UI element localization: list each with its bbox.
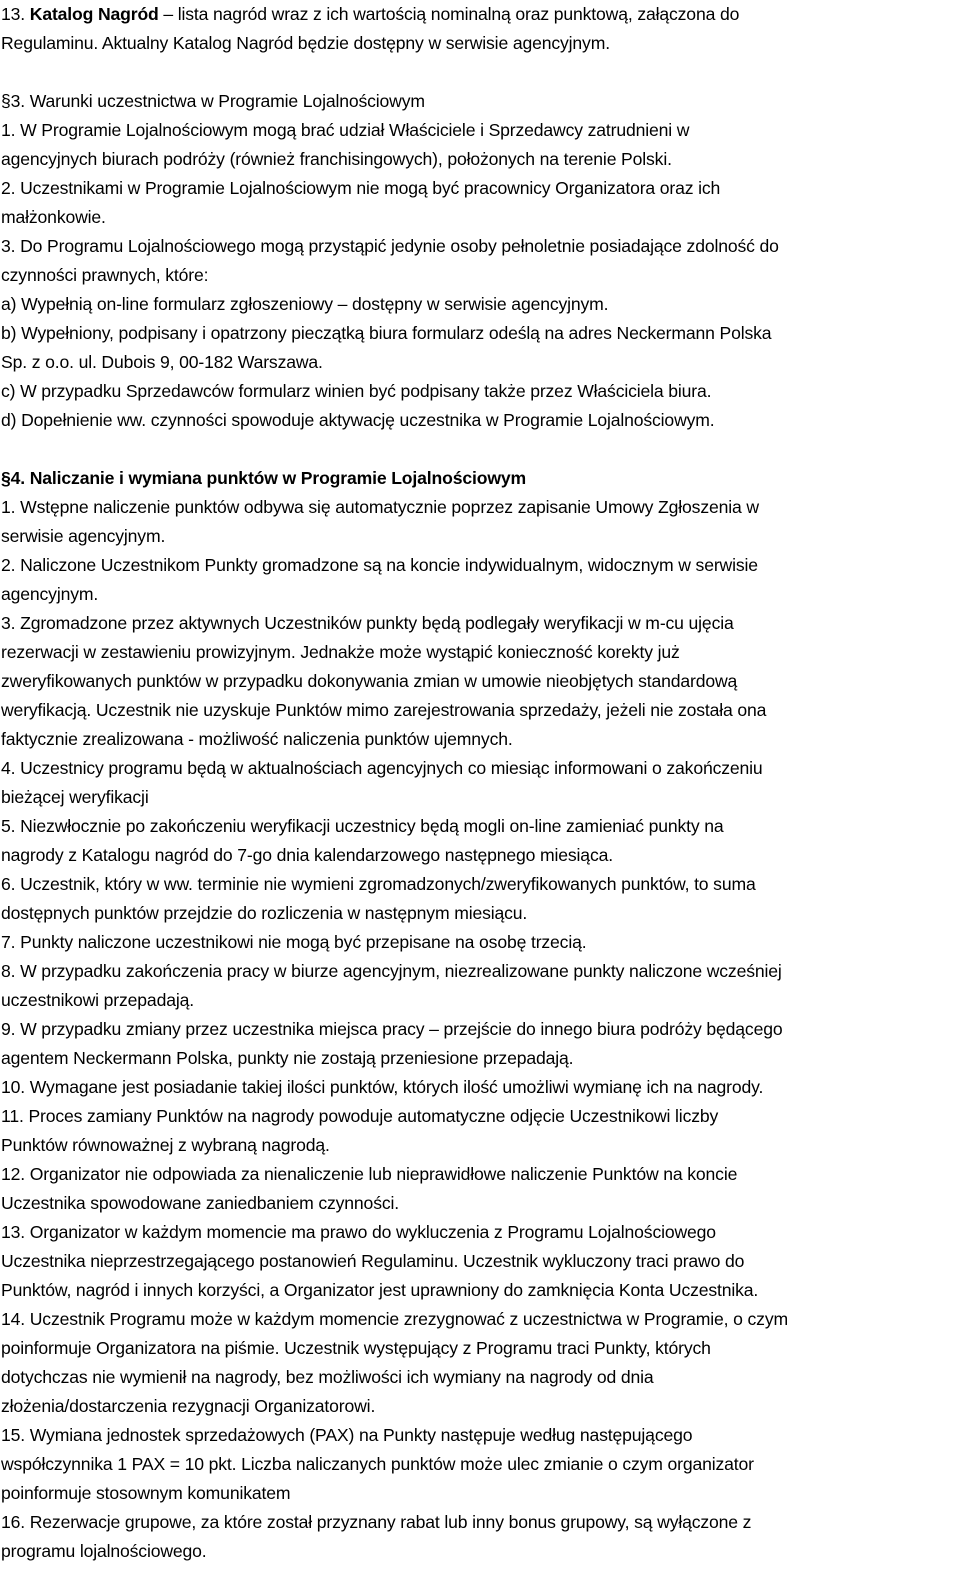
section-4-line: 12. Organizator nie odpowiada za nienaliczenie lub nieprawidłowe naliczenie Punktów na koncie [1,1164,738,1184]
section-4-line: 4. Uczestnicy programu będą w aktualnościach agencyjnych co miesiąc informowani o zakończeniu [1,758,763,778]
section-3-line: 2. Uczestnikami w Programie Lojalnościowym nie mogą być pracownicy Organizatora oraz ich [1,178,721,198]
section-3-heading: §3. Warunki uczestnictwa w Programie Lojalnościowym [1,91,425,111]
section-4-line: 8. W przypadku zakończenia pracy w biurze agencyjnym, niezrealizowane punkty naliczone wcześniej [1,961,782,981]
section-4-line: bieżącej weryfikacji [1,787,149,807]
item-13-text: – lista nagród wraz z ich wartością nominalną oraz punktową, załączona do [158,4,740,24]
section-4-line: poinformuje stosownym komunikatem [1,1483,291,1503]
section-4-line: dotychczas nie wymienił na nagrody, bez możliwości ich wymiany na nagrody od dnia [1,1367,654,1387]
section-4-line: 3. Zgromadzone przez aktywnych Uczestników punkty będą podlegały weryfikacji w m-cu ujęcia [1,613,734,633]
item-13-number: 13. [1,4,26,24]
section-4-line: dostępnych punktów przejdzie do rozliczenia w następnym miesiącu. [1,903,528,923]
section-3-line: małżonkowie. [1,207,106,227]
item-13-line-1 [1,0,960,29]
section-4-line: 6. Uczestnik, który w ww. terminie nie wymieni zgromadzonych/zweryfikowanych punktów, to suma [1,874,756,894]
section-4-line: agencyjnym. [1,584,99,604]
section-4-line: faktycznie zrealizowana - możliwość naliczenia punktów ujemnych. [1,729,513,749]
spacer [1,58,960,87]
section-4-line: 11. Proces zamiany Punktów na nagrody powoduje automatyczne odjęcie Uczestnikowi liczby [1,1106,719,1126]
section-4-line: programu lojalnościowego. [1,1541,207,1561]
section-3-line: 3. Do Programu Lojalnościowego mogą przystąpić jedynie osoby pełnoletnie posiadające zdolność do [1,236,779,256]
section-4-line: Uczestnika spowodowane zaniedbaniem czynności. [1,1193,399,1213]
section-4-line: 5. Niezwłocznie po zakończeniu weryfikacji uczestnicy będą mogli on-line zamieniać punkty na [1,816,724,836]
section-4-line: poinformuje Organizatora na piśmie. Uczestnik występujący z Programu traci Punkty, których [1,1338,711,1358]
section-4-line: rezerwacji w zestawieniu prowizyjnym. Jednakże może wystąpić konieczność korekty już [1,642,680,662]
section-3-line: Sp. z o.o. ul. Dubois 9, 00-182 Warszawa. [1,352,323,372]
section-3-line: a) Wypełnią on-line formularz zgłoszeniowy – dostępny w serwisie agencyjnym. [1,294,609,314]
section-4-line: złożenia/dostarczenia rezygnacji Organizatorowi. [1,1396,376,1416]
section-3-line: 1. W Programie Lojalnościowym mogą brać udział Właściciele i Sprzedawcy zatrudnieni w [1,120,690,140]
item-13-line-2: Regulaminu. Aktualny Katalog Nagród będzie dostępny w serwisie agencyjnym. [1,33,610,53]
section-4-line: Punktów równoważnej z wybraną nagrodą. [1,1135,330,1155]
section-3-line: czynności prawnych, które: [1,265,209,285]
section-4-line: zweryfikowanych punktów w przypadku dokonywania zmian w umowie nieobjętych standardową [1,671,738,691]
section-4-line: 14. Uczestnik Programu może w każdym momencie zrezygnować z uczestnictwa w Programie, o czym [1,1309,788,1329]
section-4-line: 10. Wymagane jest posiadanie takiej ilości punktów, których ilość umożliwi wymianę ich na nagrody. [1,1077,764,1097]
item-13-bold-term: Katalog Nagród [29,4,159,24]
section-3-line: agencyjnych biurach podróży (również franchisingowych), położonych na terenie Polski. [1,149,672,169]
section-4-line: serwisie agencyjnym. [1,526,166,546]
section-4-heading: §4. Naliczanie i wymiana punktów w Programie Lojalnościowym [1,468,526,488]
section-4-line: 7. Punkty naliczone uczestnikowi nie mogą być przepisane na osobę trzecią. [1,932,587,952]
section-4-line: 1. Wstępne naliczenie punktów odbywa się automatycznie poprzez zapisanie Umowy Zgłoszenia w [1,497,759,517]
section-4-line: 13. Organizator w każdym momencie ma prawo do wykluczenia z Programu Lojalnościowego [1,1222,716,1242]
section-4-line: 9. W przypadku zmiany przez uczestnika miejsca pracy – przejście do innego biura podróży będącego [1,1019,783,1039]
section-3-line: d) Dopełnienie ww. czynności spowoduje aktywację uczestnika w Programie Lojalnościowym. [1,410,715,430]
section-4-line: agentem Neckermann Polska, punkty nie zostają przeniesione przepadają. [1,1048,574,1068]
section-4-line: weryfikacją. Uczestnik nie uzyskuje Punktów mimo zarejestrowania sprzedaży, jeżeli nie została ona [1,700,767,720]
section-4-line: 15. Wymiana jednostek sprzedażowych (PAX) na Punkty następuje według następującego [1,1425,693,1445]
section-4-line: 16. Rezerwacje grupowe, za które został przyznany rabat lub inny bonus grupowy, są wyłączone z [1,1512,752,1532]
section-3-line: b) Wypełniony, podpisany i opatrzony pieczątką biura formularz odeślą na adres Neckermann Polska [1,323,772,343]
section-4-line: 2. Naliczone Uczestnikom Punkty gromadzone są na koncie indywidualnym, widocznym w serwisie [1,555,758,575]
section-3-line: c) W przypadku Sprzedawców formularz winien być podpisany także przez Właściciela biura. [1,381,712,401]
section-4-line: współczynnika 1 PAX = 10 pkt. Liczba naliczanych punktów może ulec zmianie o czym organizator [1,1454,754,1474]
section-4-line: nagrody z Katalogu nagród do 7-go dnia kalendarzowego następnego miesiąca. [1,845,613,865]
section-4-line: Uczestnika nieprzestrzegającego postanowień Regulaminu. Uczestnik wykluczony traci prawo do [1,1251,745,1271]
section-4-line: uczestnikowi przepadają. [1,990,194,1010]
section-4-line: Punktów, nagród i innych korzyści, a Organizator jest uprawniony do zamknięcia Konta Uczestnika. [1,1280,759,1300]
spacer [1,435,960,464]
